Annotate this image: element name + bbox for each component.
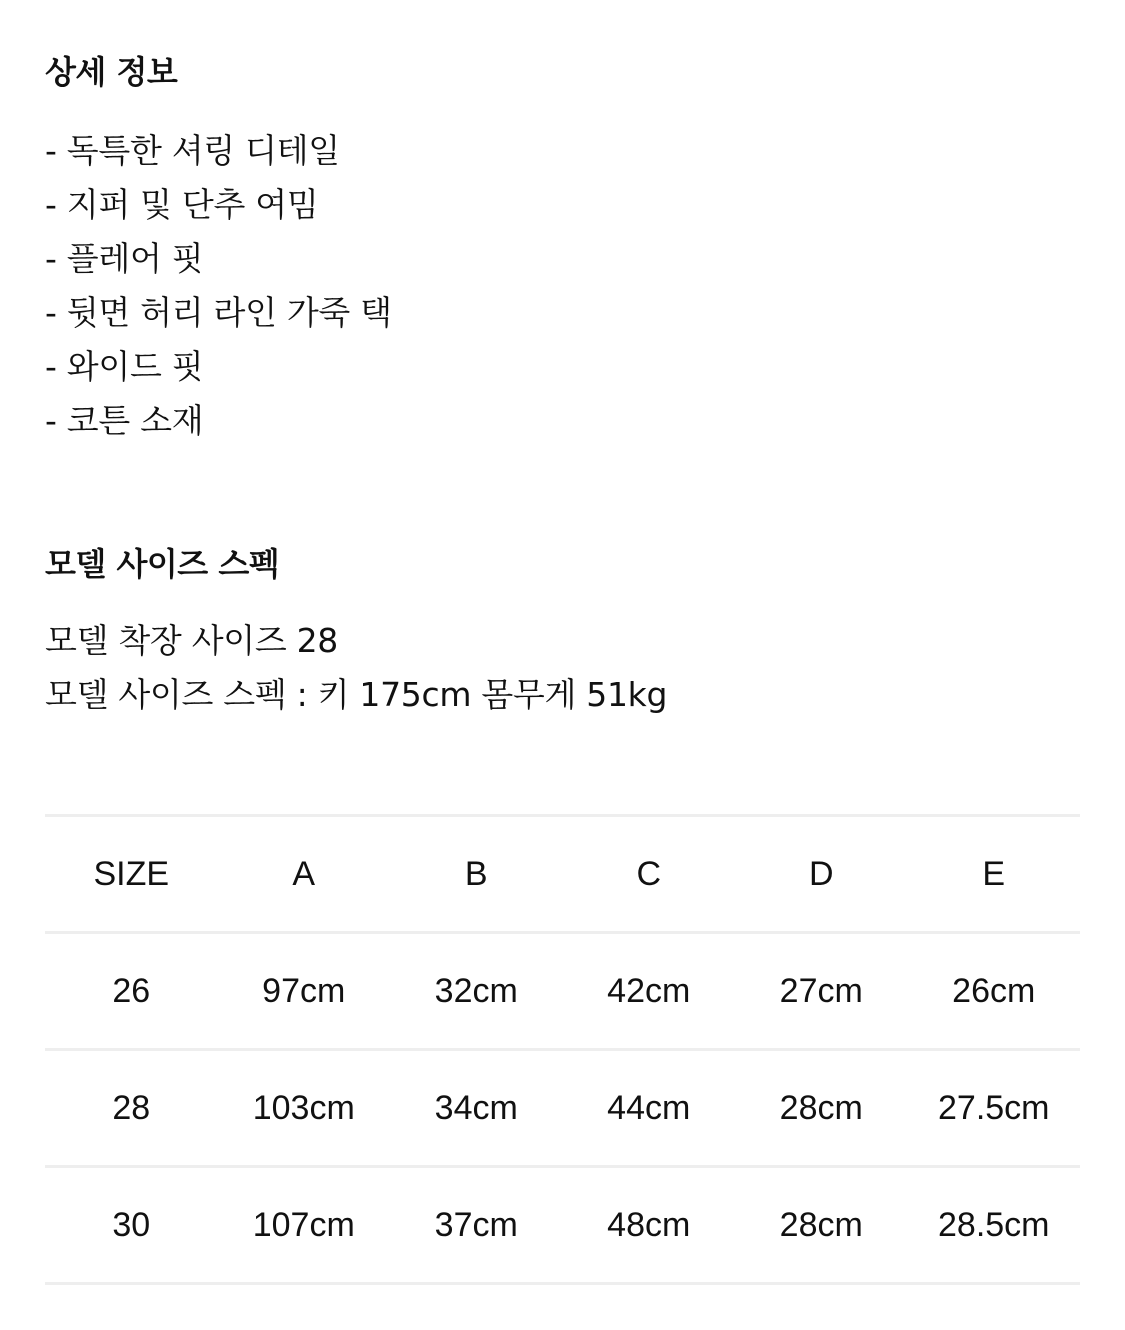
size-table: [45, 814, 1080, 1285]
measure-cell-d: 28cm: [779, 1205, 863, 1244]
detail-item: - 지퍼 및 단추 여밈: [45, 185, 319, 224]
detail-item: - 뒷면 허리 라인 가죽 택: [45, 293, 392, 332]
model-body-spec: 모델 사이즈 스펙 : 키 175cm 몸무게 51kg: [45, 675, 668, 714]
detail-info-list: [45, 124, 392, 448]
measure-cell-a: 103cm: [252, 1088, 355, 1127]
size-cell: 30: [112, 1205, 151, 1244]
size-cell: 28: [112, 1088, 151, 1127]
detail-info-title: 상세 정보: [45, 53, 178, 91]
measure-cell-c: 48cm: [607, 1205, 691, 1244]
detail-item: - 와이드 핏: [45, 347, 204, 386]
measure-cell-d: 28cm: [779, 1088, 863, 1127]
detail-item: - 코튼 소재: [45, 401, 204, 440]
measure-cell-b: 34cm: [434, 1088, 518, 1127]
detail-item: - 플레어 핏: [45, 239, 204, 278]
size-cell: 26: [112, 971, 151, 1010]
table-row: [45, 931, 1080, 1048]
model-worn-size: 모델 착장 사이즈 28: [45, 621, 339, 660]
header-cell-size: SIZE: [93, 854, 170, 893]
header-cell-c: C: [636, 854, 662, 893]
header-cell-e: E: [982, 854, 1006, 893]
measure-cell-b: 37cm: [434, 1205, 518, 1244]
model-spec-lines: [45, 614, 667, 722]
size-table-header-row: [45, 814, 1080, 931]
measure-cell-a: 97cm: [262, 971, 346, 1010]
measure-cell-b: 32cm: [434, 971, 518, 1010]
model-size-spec-title: 모델 사이즈 스펙: [45, 545, 280, 583]
header-cell-b: B: [464, 854, 488, 893]
measure-cell-d: 27cm: [779, 971, 863, 1010]
measure-cell-a: 107cm: [252, 1205, 355, 1244]
measure-cell-c: 44cm: [607, 1088, 691, 1127]
measure-cell-e: 28.5cm: [938, 1205, 1050, 1244]
detail-item: - 독특한 셔링 디테일: [45, 131, 340, 170]
table-row: [45, 1165, 1080, 1285]
measure-cell-e: 26cm: [952, 971, 1036, 1010]
measure-cell-c: 42cm: [607, 971, 691, 1010]
table-row: [45, 1048, 1080, 1165]
measure-cell-e: 27.5cm: [938, 1088, 1050, 1127]
header-cell-a: A: [292, 854, 316, 893]
header-cell-d: D: [808, 854, 834, 893]
